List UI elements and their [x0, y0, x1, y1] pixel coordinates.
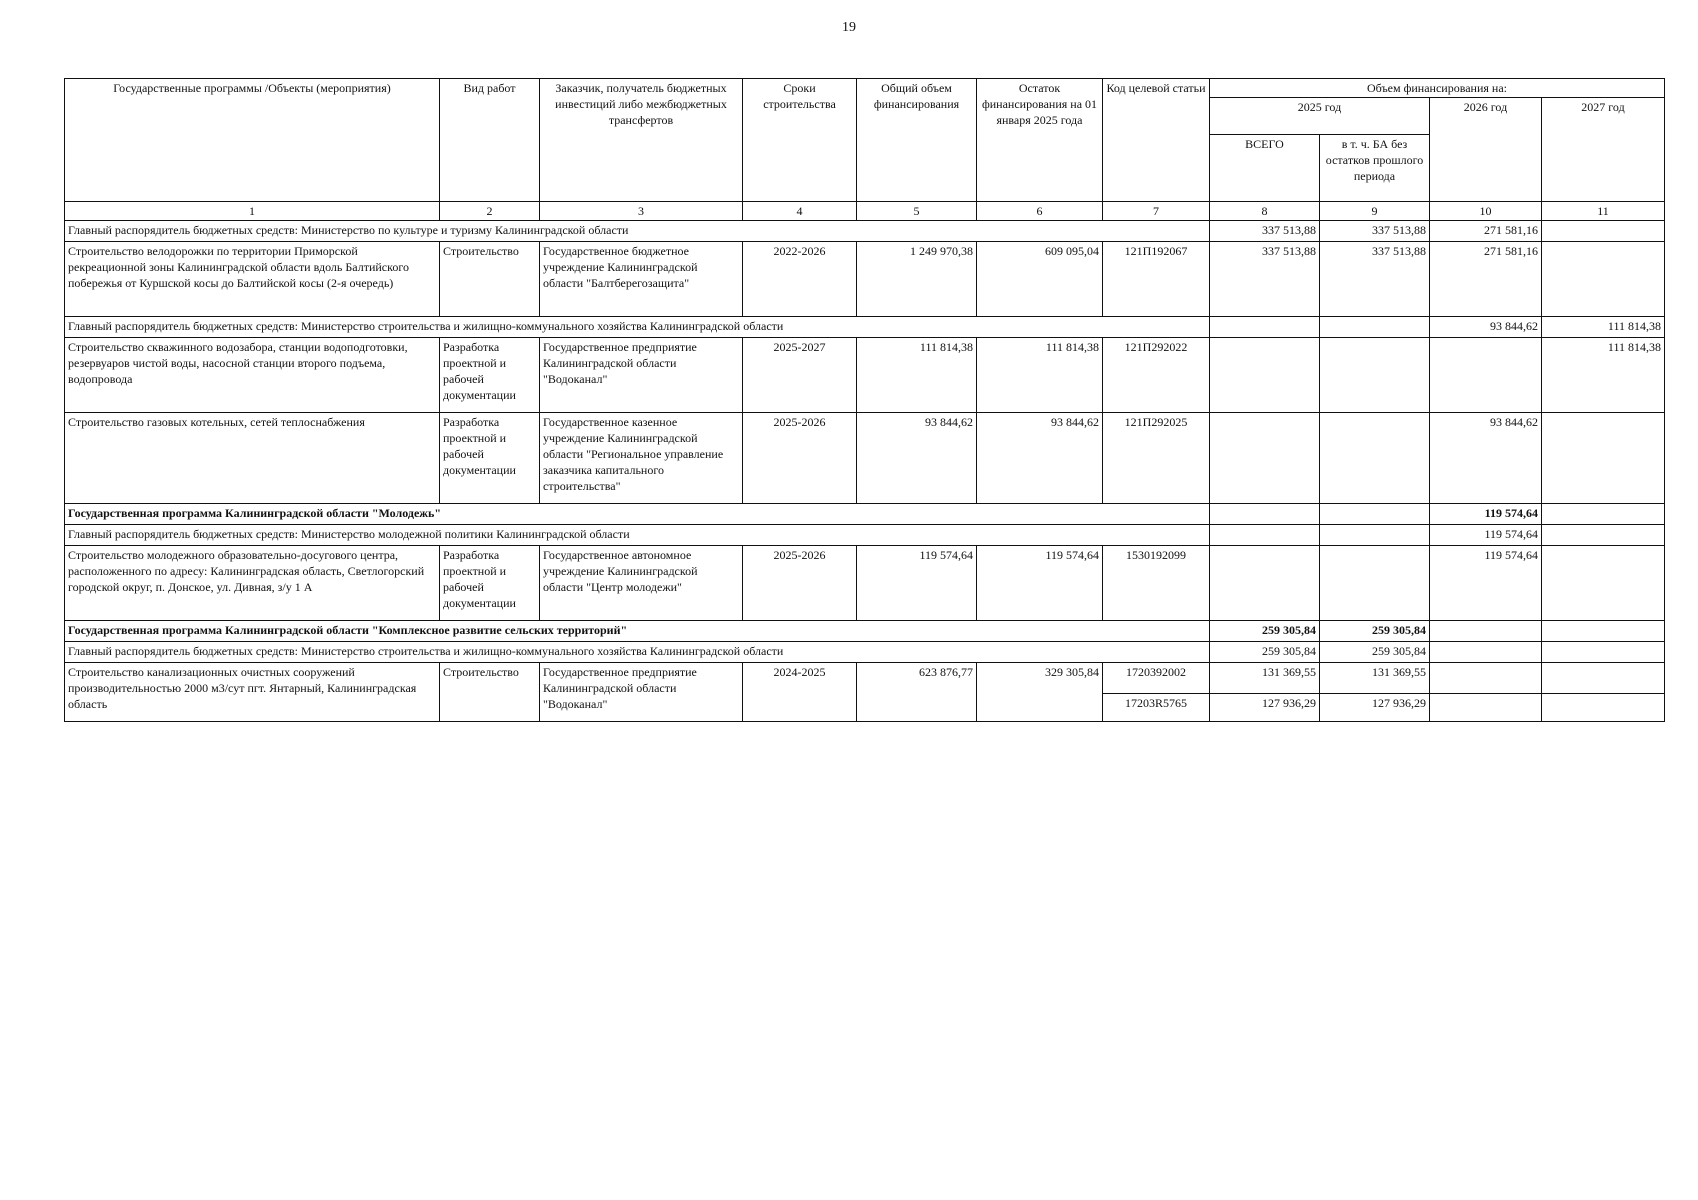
- col-number: 5: [857, 202, 977, 221]
- period: 2025-2026: [743, 546, 857, 621]
- value-cell: [1542, 242, 1665, 317]
- value-cell: 271 581,16: [1430, 221, 1542, 242]
- header-year-2026: 2026 год: [1430, 98, 1542, 202]
- header-programs: Государственные программы /Объекты (мероприятия): [65, 79, 440, 202]
- value-cell: [1430, 663, 1542, 694]
- object-name: Строительство молодежного образовательно-досугового центра, расположенного по адресу: Калининградская область, Светлогорский городской округ, п. Донское, ул. Дивная, з/у 1 А: [65, 546, 440, 621]
- value-cell: 111 814,38: [1542, 338, 1665, 413]
- value-cell: 119 574,64: [1430, 525, 1542, 546]
- value-cell: [1542, 546, 1665, 621]
- col-number: 2: [440, 202, 540, 221]
- total-funding: 623 876,77: [857, 663, 977, 722]
- value-cell: 259 305,84: [1210, 621, 1320, 642]
- work-type: Строительство: [440, 663, 540, 722]
- value-cell: [1320, 504, 1430, 525]
- value-cell: 131 369,55: [1320, 663, 1430, 694]
- period: 2022-2026: [743, 242, 857, 317]
- total-funding: 1 249 970,38: [857, 242, 977, 317]
- value-cell: [1210, 338, 1320, 413]
- col-number: 1: [65, 202, 440, 221]
- col-number: 7: [1103, 202, 1210, 221]
- value-cell: [1430, 693, 1542, 721]
- remaining-funding: 609 095,04: [977, 242, 1103, 317]
- section-row: [65, 317, 1665, 338]
- value-cell: 337 513,88: [1210, 242, 1320, 317]
- value-cell: [1320, 546, 1430, 621]
- header-code: Код целевой статьи: [1103, 79, 1210, 202]
- object-row: [65, 546, 1665, 621]
- col-number: 11: [1542, 202, 1665, 221]
- value-cell: [1210, 546, 1320, 621]
- col-number: 4: [743, 202, 857, 221]
- remaining-funding: 93 844,62: [977, 413, 1103, 504]
- value-cell: [1320, 413, 1430, 504]
- header-year-2025: 2025 год: [1210, 98, 1430, 135]
- col-number: 10: [1430, 202, 1542, 221]
- total-funding: 93 844,62: [857, 413, 977, 504]
- object-name: Строительство канализационных очистных сооружений производительностью 2000 м3/сут пгт. Янтарный, Калининградская область: [65, 663, 440, 722]
- value-cell: [1542, 504, 1665, 525]
- value-cell: 131 369,55: [1210, 663, 1320, 694]
- object-row: [65, 663, 1665, 694]
- target-code: 121П292025: [1103, 413, 1210, 504]
- value-cell: [1210, 317, 1320, 338]
- value-cell: [1542, 413, 1665, 504]
- value-cell: [1320, 317, 1430, 338]
- section-row: [65, 525, 1665, 546]
- value-cell: [1320, 338, 1430, 413]
- value-cell: 259 305,84: [1320, 642, 1430, 663]
- remaining-funding: 329 305,84: [977, 663, 1103, 722]
- value-cell: 119 574,64: [1430, 546, 1542, 621]
- customer: Государственное автономное учреждение Калининградской области "Центр молодежи": [540, 546, 743, 621]
- target-code: 1530192099: [1103, 546, 1210, 621]
- value-cell: [1542, 525, 1665, 546]
- customer: Государственное казенное учреждение Калининградской области "Региональное управление заказчика капитального строительства": [540, 413, 743, 504]
- col-number: 3: [540, 202, 743, 221]
- customer: Государственное бюджетное учреждение Калининградской области "Балтберегозащита": [540, 242, 743, 317]
- financing-table: [64, 78, 1665, 722]
- target-code: 121П192067: [1103, 242, 1210, 317]
- value-cell: [1542, 621, 1665, 642]
- value-cell: [1542, 642, 1665, 663]
- page-number: 19: [842, 20, 856, 35]
- section-title: Главный распорядитель бюджетных средств: Министерство строительства и жилищно-коммунального хозяйства Калининградской области: [65, 317, 1210, 338]
- header-incl-ba: в т. ч. БА без остатков прошлого периода: [1320, 135, 1430, 202]
- value-cell: 337 513,88: [1320, 221, 1430, 242]
- work-type: Разработка проектной и рабочей документации: [440, 338, 540, 413]
- value-cell: 119 574,64: [1430, 504, 1542, 525]
- value-cell: [1430, 642, 1542, 663]
- header-year-2027: 2027 год: [1542, 98, 1665, 202]
- period: 2025-2026: [743, 413, 857, 504]
- header-work-type: Вид работ: [440, 79, 540, 202]
- col-number: 8: [1210, 202, 1320, 221]
- total-funding: 111 814,38: [857, 338, 977, 413]
- object-row: [65, 242, 1665, 317]
- total-funding: 119 574,64: [857, 546, 977, 621]
- section-title: Главный распорядитель бюджетных средств: Министерство строительства и жилищно-коммунального хозяйства Калининградской области: [65, 642, 1210, 663]
- value-cell: [1210, 525, 1320, 546]
- program-row: [65, 621, 1665, 642]
- program-title: Государственная программа Калининградской области "Молодежь": [65, 504, 1210, 525]
- value-cell: [1210, 413, 1320, 504]
- value-cell: 111 814,38: [1542, 317, 1665, 338]
- value-cell: [1320, 525, 1430, 546]
- target-code: 121П292022: [1103, 338, 1210, 413]
- value-cell: [1542, 693, 1665, 721]
- header-remain: Остаток финансирования на 01 января 2025 года: [977, 79, 1103, 202]
- section-title: Главный распорядитель бюджетных средств: Министерство молодежной политики Калининградской области: [65, 525, 1210, 546]
- object-row: [65, 413, 1665, 504]
- program-row: [65, 504, 1665, 525]
- work-type: Строительство: [440, 242, 540, 317]
- value-cell: 337 513,88: [1320, 242, 1430, 317]
- value-cell: [1542, 663, 1665, 694]
- object-name: Строительство газовых котельных, сетей теплоснабжения: [65, 413, 440, 504]
- value-cell: 127 936,29: [1320, 693, 1430, 721]
- work-type: Разработка проектной и рабочей документации: [440, 546, 540, 621]
- remaining-funding: 119 574,64: [977, 546, 1103, 621]
- work-type: Разработка проектной и рабочей документации: [440, 413, 540, 504]
- value-cell: [1542, 221, 1665, 242]
- value-cell: [1430, 338, 1542, 413]
- value-cell: 259 305,84: [1210, 642, 1320, 663]
- header-funding-group: Объем финансирования на:: [1210, 79, 1665, 98]
- header-customer: Заказчик, получатель бюджетных инвестиций либо межбюджетных трансфертов: [540, 79, 743, 202]
- header-numbers-row: [65, 202, 1665, 221]
- value-cell: [1430, 621, 1542, 642]
- period: 2024-2025: [743, 663, 857, 722]
- value-cell: 259 305,84: [1320, 621, 1430, 642]
- value-cell: 93 844,62: [1430, 413, 1542, 504]
- header-period: Сроки строительства: [743, 79, 857, 202]
- program-title: Государственная программа Калининградской области "Комплексное развитие сельских территорий": [65, 621, 1210, 642]
- value-cell: [1210, 504, 1320, 525]
- section-title: Главный распорядитель бюджетных средств: Министерство по культуре и туризму Калининградской области: [65, 221, 1210, 242]
- value-cell: 337 513,88: [1210, 221, 1320, 242]
- target-code: 1720392002: [1103, 663, 1210, 694]
- remaining-funding: 111 814,38: [977, 338, 1103, 413]
- target-code: 17203R5765: [1103, 693, 1210, 721]
- value-cell: 271 581,16: [1430, 242, 1542, 317]
- period: 2025-2027: [743, 338, 857, 413]
- object-name: Строительство скважинного водозабора, станции водоподготовки, резервуаров чистой воды, насосной станции второго подъема, водопровода: [65, 338, 440, 413]
- section-row: [65, 642, 1665, 663]
- object-row: [65, 338, 1665, 413]
- col-number: 6: [977, 202, 1103, 221]
- header-total-2025: ВСЕГО: [1210, 135, 1320, 202]
- section-row: [65, 221, 1665, 242]
- customer: Государственное предприятие Калининградской области "Водоканал": [540, 663, 743, 722]
- customer: Государственное предприятие Калининградской области "Водоканал": [540, 338, 743, 413]
- header-total: Общий объем финансирования: [857, 79, 977, 202]
- value-cell: 127 936,29: [1210, 693, 1320, 721]
- col-number: 9: [1320, 202, 1430, 221]
- object-name: Строительство велодорожки по территории Приморской рекреационной зоны Калининградской области вдоль Балтийского побережья от Куршской косы до Балтийской косы (2-я очередь): [65, 242, 440, 317]
- header-row-1: [65, 79, 1665, 98]
- value-cell: 93 844,62: [1430, 317, 1542, 338]
